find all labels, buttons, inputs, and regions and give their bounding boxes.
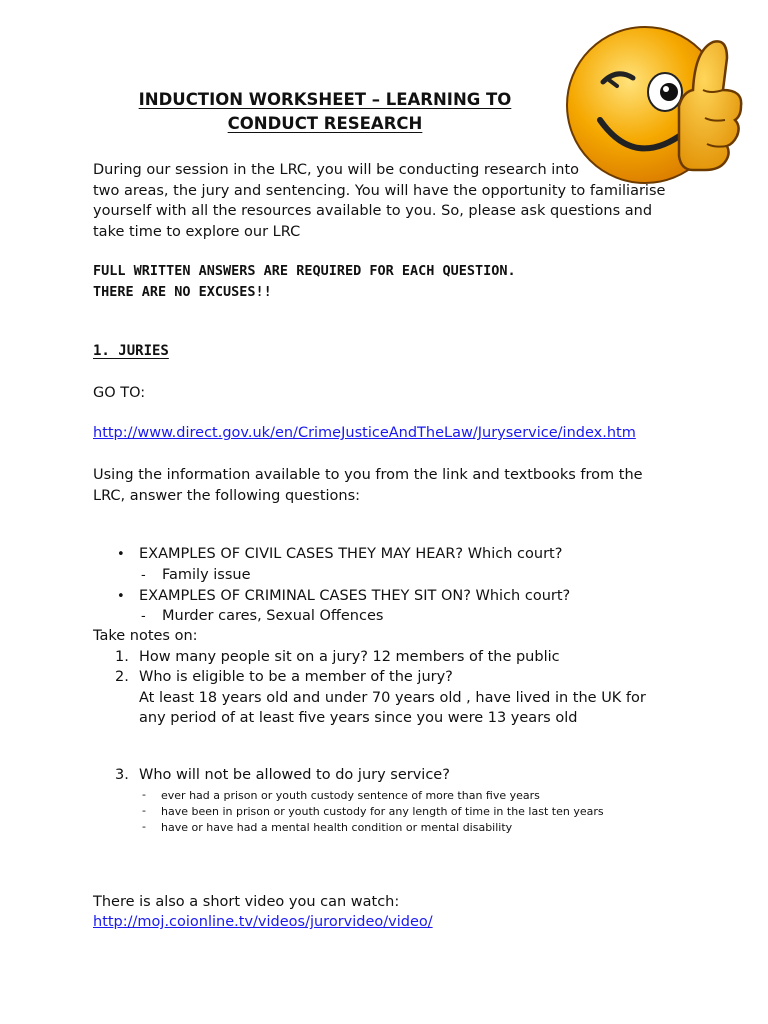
note-item: How many people sit on a jury? 12 members of the public [139, 649, 560, 665]
warning-line-2: THERE ARE NO EXCUSES!! [93, 284, 272, 300]
bullet-answer: Family issue [162, 567, 251, 583]
intro-paragraph [93, 160, 673, 242]
warning-notice [93, 261, 673, 303]
title-line-2: CONDUCT RESEARCH [227, 114, 423, 133]
intro-line-1: During our session in the LRC, you will be conducting research into [93, 162, 580, 178]
take-notes-label: Take notes on: [93, 628, 198, 644]
sub-item: ever had a prison or youth custody sentence of more than five years [161, 789, 540, 802]
section-heading-juries: 1. JURIES [93, 343, 169, 359]
list-number: 3. [115, 767, 129, 783]
note-answer: any period of at least five years since you were 13 years old [139, 710, 578, 726]
instructions-paragraph [93, 465, 673, 507]
intro-line-2: two areas, the jury and sentencing. You will have the opportunity to familiarise [93, 182, 666, 199]
dash-marker: - [141, 568, 146, 583]
sub-item: have or have had a mental health condition or mental disability [161, 821, 513, 834]
dash-marker: - [141, 609, 146, 624]
bullet-question: EXAMPLES OF CIVIL CASES THEY MAY HEAR? Which court? [139, 546, 563, 562]
intro-line-4: take time to explore our LRC [93, 223, 301, 240]
list-number: 1. [115, 649, 129, 665]
warning-line-1: FULL WRITTEN ANSWERS ARE REQUIRED FOR EACH QUESTION. [93, 263, 516, 279]
instructions-line-1: Using the information available to you from the link and textbooks from the [93, 467, 643, 483]
video-link[interactable]: http://moj.coionline.tv/videos/jurorvideo/video/ [93, 914, 433, 930]
jury-service-link[interactable]: http://www.direct.gov.uk/en/CrimeJusticeAndTheLaw/Juryservice/index.htm [93, 425, 636, 441]
dash-marker: - [142, 804, 146, 817]
dash-marker: - [142, 788, 146, 801]
title-line-1: INDUCTION WORKSHEET – LEARNING TO [138, 90, 512, 109]
bullet-question: EXAMPLES OF CRIMINAL CASES THEY SIT ON? Which court? [139, 588, 571, 604]
page-title [100, 88, 550, 136]
video-text: There is also a short video you can watch: [93, 894, 400, 910]
note-answer: At least 18 years old and under 70 years old , have lived in the UK for [139, 690, 646, 706]
intro-line-3: yourself with all the resources available to you. So, please ask questions and [93, 203, 653, 219]
bullet-answer: Murder cares, Sexual Offences [162, 608, 384, 624]
sub-item: have been in prison or youth custody for any length of time in the last ten years [161, 805, 604, 818]
list-number: 2. [115, 669, 129, 685]
note-item: Who will not be allowed to do jury service? [139, 767, 450, 783]
dash-marker: - [142, 820, 146, 833]
note-item: Who is eligible to be a member of the jury? [139, 669, 453, 685]
goto-label: GO TO: [93, 385, 146, 401]
bullet-marker: • [117, 547, 125, 562]
bullet-marker: • [117, 589, 125, 604]
instructions-line-2: LRC, answer the following questions: [93, 488, 361, 504]
